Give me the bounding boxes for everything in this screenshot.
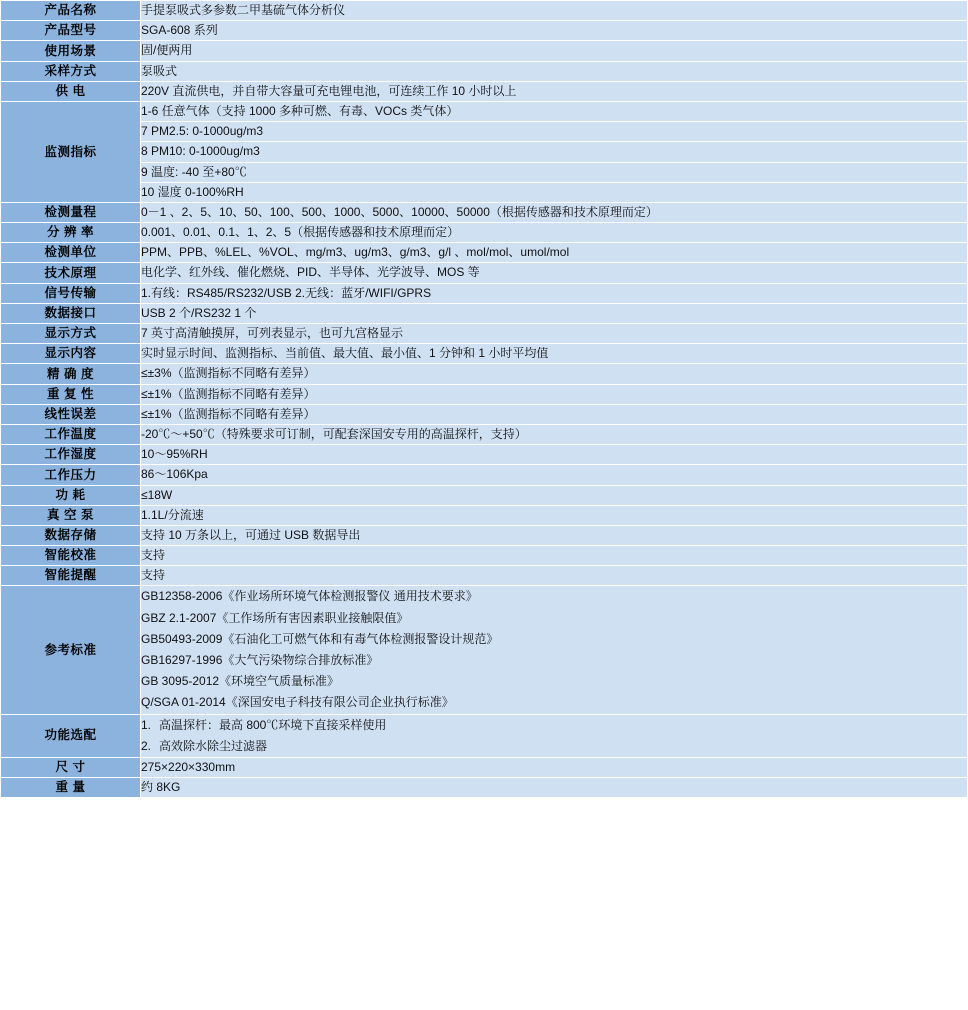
standard-item: GBZ 2.1-2007《工作场所有害因素职业接触限值》	[141, 610, 409, 625]
row-value: 7 英寸高清触摸屏，可列表显示，也可九宫格显示	[141, 324, 968, 344]
row-label: 重 复 性	[1, 384, 141, 404]
monitor-item: 7 PM2.5: 0-1000ug/m3	[141, 122, 968, 142]
row-label: 智能提醒	[1, 566, 141, 586]
table-row-options	[1, 714, 968, 757]
standard-item: GB16297-1996《大气污染物综合排放标准》	[141, 653, 379, 667]
table-row	[1, 445, 968, 465]
row-value: 支持 10 万条以上，可通过 USB 数据导出	[141, 525, 968, 545]
table-row	[1, 566, 968, 586]
row-value: ≤±3%（监测指标不同略有差异）	[141, 364, 968, 384]
table-row-monitor-indicators	[1, 162, 968, 182]
table-row	[1, 505, 968, 525]
row-value: 固/便两用	[141, 41, 968, 61]
table-row	[1, 384, 968, 404]
option-text: 高效除水除尘过滤器	[159, 738, 268, 753]
row-value: 0.001、0.01、0.1、1、2、5（根据传感器和技术原理而定）	[141, 223, 968, 243]
row-label: 产品型号	[1, 21, 141, 41]
table-row	[1, 364, 968, 384]
table-row	[1, 485, 968, 505]
table-row-monitor-indicators	[1, 122, 968, 142]
row-value: 220V 直流供电，并自带大容量可充电锂电池，可连续工作 10 小时以上	[141, 81, 968, 101]
standard-item: GB12358-2006《作业场所环境气体检测报警仪 通用技术要求》	[141, 589, 478, 604]
row-value: 10～95%RH	[141, 445, 968, 465]
row-value: 1.有线：RS485/RS232/USB 2.无线：蓝牙/WIFI/GPRS	[141, 283, 968, 303]
row-value: USB 2 个/RS232 1 个	[141, 303, 968, 323]
row-label: 显示方式	[1, 324, 141, 344]
row-value: 1.1L/分流速	[141, 505, 968, 525]
table-row	[1, 525, 968, 545]
table-row	[1, 21, 968, 41]
table-row	[1, 344, 968, 364]
table-row	[1, 263, 968, 283]
table-row	[1, 61, 968, 81]
table-row	[1, 424, 968, 444]
table-row	[1, 1, 968, 21]
row-label: 数据接口	[1, 303, 141, 323]
table-row	[1, 41, 968, 61]
table-row	[1, 303, 968, 323]
option-item	[141, 715, 967, 736]
row-label: 功 耗	[1, 485, 141, 505]
row-label: 工作温度	[1, 424, 141, 444]
row-label: 真 空 泵	[1, 505, 141, 525]
row-value: 约 8KG	[141, 778, 968, 798]
standards-list	[141, 586, 968, 714]
row-label: 尺 寸	[1, 757, 141, 777]
monitor-item: 1-6 任意气体（支持 1000 多种可燃、有毒、VOCs 类气体）	[141, 101, 968, 121]
row-label: 工作湿度	[1, 445, 141, 465]
table-row-monitor-indicators	[1, 142, 968, 162]
row-label: 供 电	[1, 81, 141, 101]
row-label-options: 功能选配	[1, 714, 141, 757]
row-value: ≤±1%（监测指标不同略有差异）	[141, 404, 968, 424]
monitor-item: 9 温度: -40 至+80℃	[141, 162, 968, 182]
row-label: 检测单位	[1, 243, 141, 263]
row-value: ≤18W	[141, 485, 968, 505]
table-row	[1, 202, 968, 222]
row-label: 分 辨 率	[1, 223, 141, 243]
row-value: ≤±1%（监测指标不同略有差异）	[141, 384, 968, 404]
options-list	[141, 714, 968, 757]
row-label-standards: 参考标准	[1, 586, 141, 714]
row-label: 重 量	[1, 778, 141, 798]
row-value: PPM、PPB、%LEL、%VOL、mg/m3、ug/m3、g/m3、g/l 、mol/mol、umol/mol	[141, 243, 968, 263]
row-value: 0－1 、2、5、10、50、100、500、1000、5000、10000、50000（根据传感器和技术原理而定）	[141, 202, 968, 222]
table-row	[1, 465, 968, 485]
table-row-monitor-indicators	[1, 101, 968, 121]
table-row-monitor-indicators	[1, 182, 968, 202]
table-row	[1, 81, 968, 101]
row-label: 技术原理	[1, 263, 141, 283]
table-row	[1, 243, 968, 263]
row-label: 使用场景	[1, 41, 141, 61]
row-value: 支持	[141, 566, 968, 586]
table-body	[1, 1, 968, 798]
row-label: 显示内容	[1, 344, 141, 364]
option-text: 高温探杆：最高 800℃环境下直接采样使用	[159, 717, 387, 732]
monitor-item: 8 PM10: 0-1000ug/m3	[141, 142, 968, 162]
row-label: 检测量程	[1, 202, 141, 222]
row-label: 数据存储	[1, 525, 141, 545]
option-item	[141, 736, 967, 757]
row-label: 线性误差	[1, 404, 141, 424]
row-label-monitor: 监测指标	[1, 101, 141, 202]
table-row	[1, 283, 968, 303]
row-value: 电化学、红外线、催化燃烧、PID、半导体、光学波导、MOS 等	[141, 263, 968, 283]
table-row	[1, 404, 968, 424]
monitor-item: 10 湿度 0-100%RH	[141, 182, 968, 202]
standard-item: GB50493-2009《石油化工可燃气体和有毒气体检测报警设计规范》	[141, 631, 499, 646]
row-value: -20℃～+50℃（特殊要求可订制，可配套深国安专用的高温探杆，支持）	[141, 424, 968, 444]
table-row	[1, 778, 968, 798]
row-value: 泵吸式	[141, 61, 968, 81]
table-row	[1, 324, 968, 344]
option-number: 1.	[141, 717, 152, 732]
row-label: 信号传输	[1, 283, 141, 303]
row-label: 产品名称	[1, 1, 141, 21]
row-label: 精 确 度	[1, 364, 141, 384]
table-row-standards	[1, 586, 968, 714]
row-label: 智能校准	[1, 546, 141, 566]
table-row	[1, 757, 968, 777]
table-row	[1, 546, 968, 566]
standard-item: Q/SGA 01-2014《深国安电子科技有限公司企业执行标准》	[141, 695, 454, 710]
row-value: 86～106Kpa	[141, 465, 968, 485]
option-number: 2.	[141, 738, 152, 753]
row-label: 工作压力	[1, 465, 141, 485]
table-row	[1, 223, 968, 243]
row-value: 275×220×330mm	[141, 757, 968, 777]
row-label: 采样方式	[1, 61, 141, 81]
row-value: 实时显示时间、监测指标、当前值、最大值、最小值、1 分钟和 1 小时平均值	[141, 344, 968, 364]
row-value: 支持	[141, 546, 968, 566]
row-value: 手提泵吸式多参数二甲基硫气体分析仪	[141, 1, 968, 21]
row-value: SGA-608 系列	[141, 21, 968, 41]
standard-item: GB 3095-2012《环境空气质量标准》	[141, 674, 340, 689]
